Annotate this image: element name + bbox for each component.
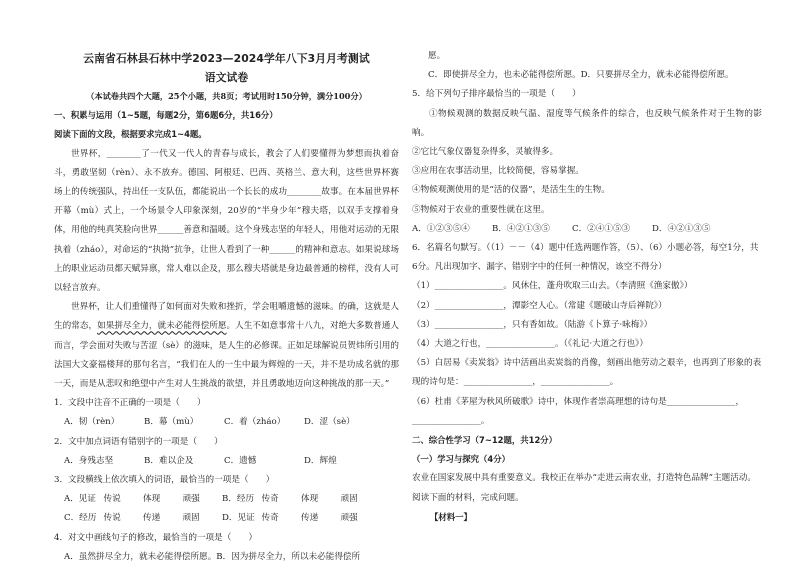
question-5: 5．给下列句子排序最恰当的一项是（ ） (412, 89, 581, 100)
section1-heading: 一、积累与运用（1~5题，每题2分，第6题6分，共16分） (54, 110, 278, 121)
section2-heading: 二、综合性学习（7~12题，共12分） (412, 435, 558, 446)
fill-line-2[interactable]: （2）________________，潭影空人心。（常建《题破山寺后禅院》） (412, 300, 667, 311)
option[interactable]: B．难以企及 (144, 455, 194, 466)
option-word: 传递 (301, 513, 319, 524)
fill-line-6[interactable]: （6）杜甫《茅屋为秋风所破歌》诗中，体现作者崇高理想的诗句是________________，________________。 (412, 396, 745, 426)
question-6: 6．名篇名句默写。（（1）－－（4）题中任选两题作答，（5）、（6）小题必答，每空1分，共6分。凡出现加字、漏字、错别字中的任何一种情况，该空不得分） (412, 243, 759, 273)
exam-title: 云南省石林县石林中学2023—2024学年八下3月月考测试 (83, 52, 370, 65)
option-word: 传奇 (261, 513, 279, 524)
option[interactable]: D．涩（sè） (304, 417, 355, 428)
option-word: 传奇 (261, 494, 279, 505)
blank: ______ (157, 225, 184, 236)
exam-note: （本试卷共四个大题，25个小题，共8页；考试用时150分钟，满分100分） (86, 91, 367, 101)
question-4: 4．对文中画线句子的修改，最恰当的一项是（ ） (54, 532, 258, 543)
option-word[interactable]: B．经历 (222, 494, 255, 505)
option[interactable]: A．身残志坚 (64, 455, 114, 466)
option[interactable]: A．①②③⑤④ (412, 223, 470, 234)
blank: ________ (106, 148, 141, 159)
fill-line-1[interactable]: （1）________________。风休住，蓬舟吹取三山去。（李清照《渔家傲》） (412, 281, 693, 292)
question-3-options-row-2 (54, 509, 399, 528)
option-word: 传说 (103, 494, 121, 505)
passage-text: 世界杯， (71, 148, 107, 159)
question-4-continued: 愿。 (428, 51, 446, 61)
question-4-options-ab[interactable]: A．虽然拼尽全力，就未必能得偿所愿。B．因为拼尽全力，所以未必能得偿所 (64, 551, 361, 562)
blank: ________ (286, 187, 322, 198)
sentence-1: ①物候观测的数据反映气温、湿度等气候条件的综合，也反映气候条件对于生物的影响。 (412, 108, 762, 138)
option[interactable]: C．②④①⑤③ (572, 223, 631, 234)
option[interactable]: B．幕（mù） (144, 417, 199, 428)
left-column (54, 0, 399, 567)
question-4-options-cd[interactable]: C．即使拼尽全力，也未必能得偿所愿。D．只要拼尽全力，就未必能得偿所愿。 (428, 70, 734, 81)
option-word: 顽固 (182, 513, 200, 524)
passage-text: 的精神和意志。如果说球场上的职业运动员都天赋异禀，常人难以企及，那么穆夫塔就是身边最普通的榜样，没有人可以轻言放弃。 (54, 244, 399, 294)
option-word[interactable]: C．经历 (64, 513, 97, 524)
question-2: 2．文中加点词语有错别字的一项是（ ） (54, 436, 223, 447)
passage-text: 世界杯，让人们重懂得了如何面对失败和挫折，学会咀嚼遗憾的滋味。的确，这就是人生的常态， (54, 302, 399, 332)
option-word: 顽固 (340, 494, 358, 505)
option-word: 体现 (143, 494, 161, 505)
option-word: 顽强 (182, 494, 200, 505)
option[interactable]: C．着（zháo） (224, 417, 286, 428)
passage-paragraph-1 (54, 145, 399, 299)
passage-text: 了一代又一代人的青春与成长，教会了人们要懂得为梦想而执着奋斗，勇敢坚韧（rèn）、永不放弃。德国、阿根廷、巴西、英格兰、意大利，这些世界杯赛场上的传统强队，持出任一支队伍，都能说出一个长长的成功 (54, 148, 399, 198)
passage-text: 善意和温暖。这个身残志坚的年轻人，用他对运动的无限执着（zháo），对命运的“执拗”抗争，让世人看到了一种 (54, 225, 399, 255)
option[interactable]: D．④②①③⑤ (652, 223, 711, 234)
option-word: 传递 (143, 513, 161, 524)
question-3-options-row-1 (54, 490, 399, 509)
section2-subheading: （一）学习与探究（4分） (412, 454, 510, 465)
sentence-4: ④物候观测使用的是“活的仪器”，是活生生的生物。 (412, 185, 610, 196)
right-column (412, 0, 762, 527)
option-word: 体现 (301, 494, 319, 505)
option-word[interactable]: D．见证 (222, 513, 255, 524)
material-label: 【材料一】 (430, 511, 472, 522)
sentence-3: ③应用在农事活动里，比较简便，容易掌握。 (412, 166, 584, 177)
option[interactable]: D．辉煌 (304, 455, 337, 466)
option-word[interactable]: A．见证 (64, 494, 96, 505)
question-1: 1．文段中注音不正确的一项是（ ） (54, 398, 206, 409)
fill-line-3[interactable]: （3）________________，只有香如故。（陆游《卜算子·咏梅》） (412, 319, 653, 330)
passage-text: 故事。在本届世界杯开幕（mù）式上，一个场景令人印象深刻，20岁的“半身少年”穆夫塔，以双手支撑着身体，用他的纯真笑脸向世界 (54, 187, 399, 236)
question-2-options (54, 452, 399, 471)
question-5-options (412, 220, 762, 239)
fill-line-4[interactable]: （4）大道之行也，________________。（《礼记·大道之行也》） (412, 339, 648, 350)
blank: ______ (269, 244, 296, 255)
option-word: 顽强 (340, 513, 358, 524)
option[interactable]: A．韧（rèn） (64, 417, 120, 428)
sentence-2: ②它比气象仪器复杂得多，灵敏得多。 (412, 147, 559, 158)
section2-body: 农业在国家发展中具有重要意义。我校正在举办“走进云南农业，打造特色品牌”主题活动。阅读下面的材料，完成问题。 (412, 473, 756, 503)
sentence-5: ⑤物候对于农业的重要性就在这里。 (412, 204, 550, 215)
fill-line-5[interactable]: （5）白居易《卖炭翁》诗中活画出卖炭翁的肖像，刻画出他劳动之艰辛，也再到了形象的表现的诗句是：________________，________________。 (412, 358, 762, 388)
option-word: 传说 (103, 513, 121, 524)
passage-text: 。人生不如意事常十八九，对绝大多数普通人而言，学会面对失败与苦涩（sè）的滋味，是人生的必修课。正如足球解说员贺炜所引用的法国大文豪福楼拜的那句名言，“我们在人的一生中最为辉煌的一天，并不是功成名就的那一天，而是从悲叹和绝望中产生对人生挑战的欲望，并且勇敢地迈向这种挑战的那一天。” (54, 321, 399, 390)
option[interactable]: B．④②①③⑤ (492, 223, 550, 234)
passage-paragraph-2 (54, 298, 399, 394)
question-3: 3．文段横线上依次填入的词语，最恰当的一项是（ ） (54, 475, 275, 486)
exam-subtitle: 语文试卷 (204, 71, 249, 84)
section1-instruction: 阅读下面的文段，根据要求完成1~4题。 (54, 129, 207, 140)
option[interactable]: C．遗憾 (224, 455, 257, 466)
question-1-options (54, 413, 399, 432)
underlined-sentence: 如果拼尽全力，就未必能得偿所愿 (97, 321, 227, 332)
